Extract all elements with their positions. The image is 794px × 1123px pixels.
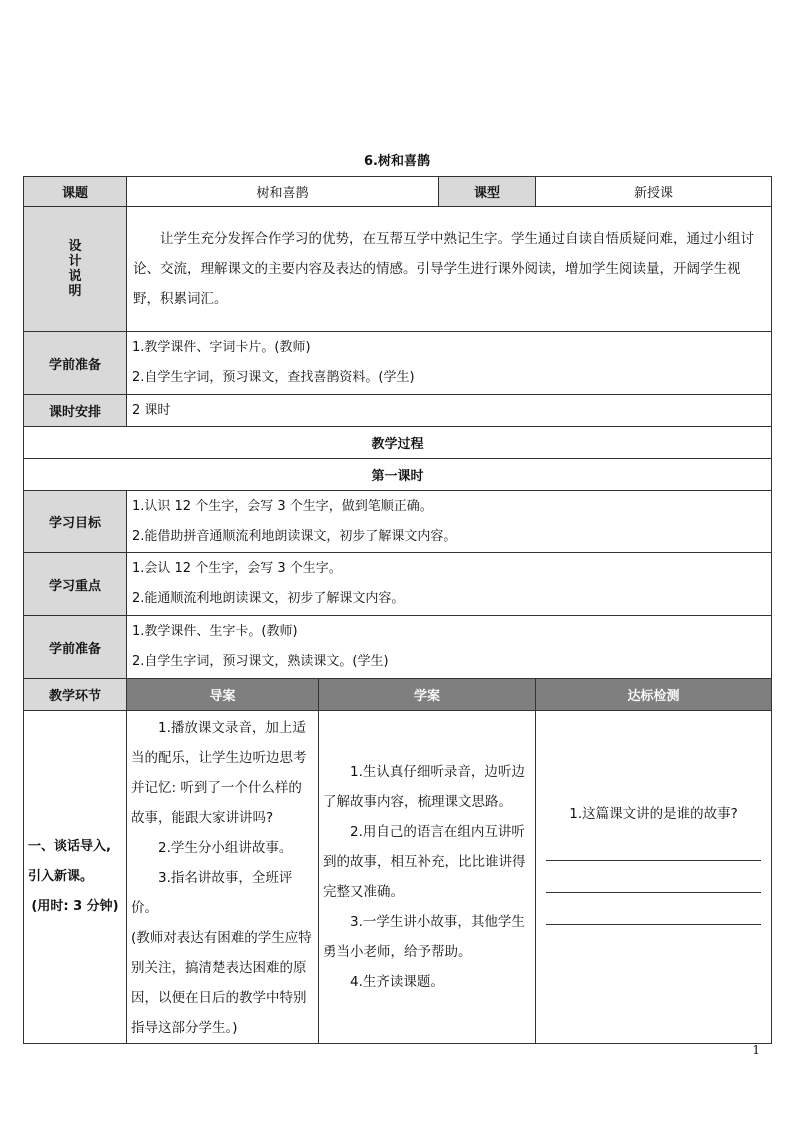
focus-cell — [127, 553, 772, 616]
section1-guide-item: 1.播放课文录音，加上适当的配乐，让学生边听边思考并记忆: 听到了一个什么样的故事，能跟大家讲讲吗? — [131, 720, 307, 826]
guide-column-header: 导案 — [127, 679, 319, 711]
design-label-char: 设 — [68, 239, 82, 254]
section1-stage-line: 引入新课。 — [28, 869, 94, 884]
type-value: 新授课 — [536, 177, 772, 207]
process-title-row — [24, 427, 772, 459]
goals-line: 1.认识 12 个生字，会写 3 个生字，做到笔顺正确。 — [132, 498, 433, 514]
prep2-label: 学前准备 — [24, 616, 127, 679]
lesson-title-row — [24, 459, 772, 491]
goals-cell — [127, 491, 772, 553]
type-label: 课型 — [439, 177, 536, 207]
lesson-plan-table — [23, 176, 772, 1044]
focus-line: 2.能通顺流利地朗读课文，初步了解课文内容。 — [132, 591, 405, 606]
design-label — [24, 207, 127, 332]
schedule-row — [24, 395, 772, 427]
goals-label: 学习目标 — [24, 491, 127, 553]
section1-study-item: 2.用自己的语言在组内互讲听到的故事，相互补充，比比谁讲得完整又准确。 — [323, 824, 526, 900]
section1-study-item: 1.生认真仔细听录音，边听边了解故事内容，梳理课文思路。 — [323, 764, 525, 810]
section1-study-item: 3.一学生讲小故事，其他学生勇当小老师，给予帮助。 — [323, 914, 525, 960]
topic-value: 树和喜鹊 — [127, 177, 439, 207]
design-text-cell — [127, 207, 772, 332]
prep2-line: 2.自学生字词，预习课文，熟读课文。(学生) — [132, 654, 389, 669]
design-label-char: 计 — [68, 254, 82, 269]
focus-line: 1.会认 12 个生字，会写 3 个生字。 — [132, 561, 342, 576]
design-label-char: 说 — [68, 269, 82, 284]
section1-guide-item: (教师对表达有困难的学生应特别关注，搞清楚表达困难的原因，以便在日后的教学中特别指导这部分学生。) — [131, 930, 312, 1036]
section1-study-item: 4.生齐读课题。 — [350, 974, 444, 990]
prep-cell — [127, 332, 772, 395]
document-title: 6.树和喜鹊 — [364, 154, 430, 169]
prep2-cell — [127, 616, 772, 679]
schedule-label: 课时安排 — [24, 395, 127, 427]
prep-line: 1.教学课件、字词卡片。(教师) — [132, 340, 311, 355]
section1-row — [24, 711, 772, 1044]
focus-label: 学习重点 — [24, 553, 127, 616]
study-column-header: 学案 — [319, 679, 536, 711]
stage-column-header: 教学环节 — [24, 679, 127, 711]
goals-row — [24, 491, 772, 553]
header-row — [24, 177, 772, 207]
section1-stage-line: 一、谈话导入, — [28, 839, 111, 854]
section1-guide-item: 3.指名讲故事，全班评价。 — [131, 870, 293, 916]
prep2-line: 1.教学课件、生字卡。(教师) — [132, 624, 298, 639]
prep-label: 学前准备 — [24, 332, 127, 395]
columns-header-row — [24, 679, 772, 711]
prep-row — [24, 332, 772, 395]
answer-blank-line — [546, 859, 761, 861]
design-label-char: 明 — [68, 284, 82, 299]
section1-study-cell — [319, 711, 536, 1044]
goals-line: 2.能借助拼音通顺流利地朗读课文，初步了解课文内容。 — [132, 528, 457, 544]
design-row — [24, 207, 772, 332]
topic-label: 课题 — [24, 177, 127, 207]
check-column-header: 达标检测 — [536, 679, 772, 711]
answer-blank-line — [546, 891, 761, 893]
design-text: 让学生充分发挥合作学习的优势，在互帮互学中熟记生字。学生通过自读自悟质疑问难，通过小组讨论、交流，理解课文的主要内容及表达的情感。引导学生进行课外阅读，增加学生阅读量，开阔学生视野，积累词汇。 — [133, 231, 754, 307]
process-title: 教学过程 — [24, 427, 772, 459]
prep2-row — [24, 616, 772, 679]
lesson-title: 第一课时 — [24, 459, 772, 491]
section1-check-cell — [536, 711, 772, 1044]
schedule-value-cell — [127, 395, 772, 427]
section1-stage-cell — [24, 711, 127, 1044]
prep-line: 2.自学生字词，预习课文，查找喜鹊资料。(学生) — [132, 370, 415, 385]
section1-check-question: 1.这篇课文讲的是谁的故事? — [569, 806, 738, 822]
schedule-value: 2 课时 — [132, 402, 171, 418]
section1-stage-time: (用时: 3 分钟) — [31, 899, 119, 914]
section1-guide-item: 2.学生分小组讲故事。 — [158, 840, 293, 856]
focus-row — [24, 553, 772, 616]
page-number: 1 — [752, 1043, 760, 1057]
answer-blank-line — [546, 923, 761, 925]
section1-guide-cell — [127, 711, 319, 1044]
